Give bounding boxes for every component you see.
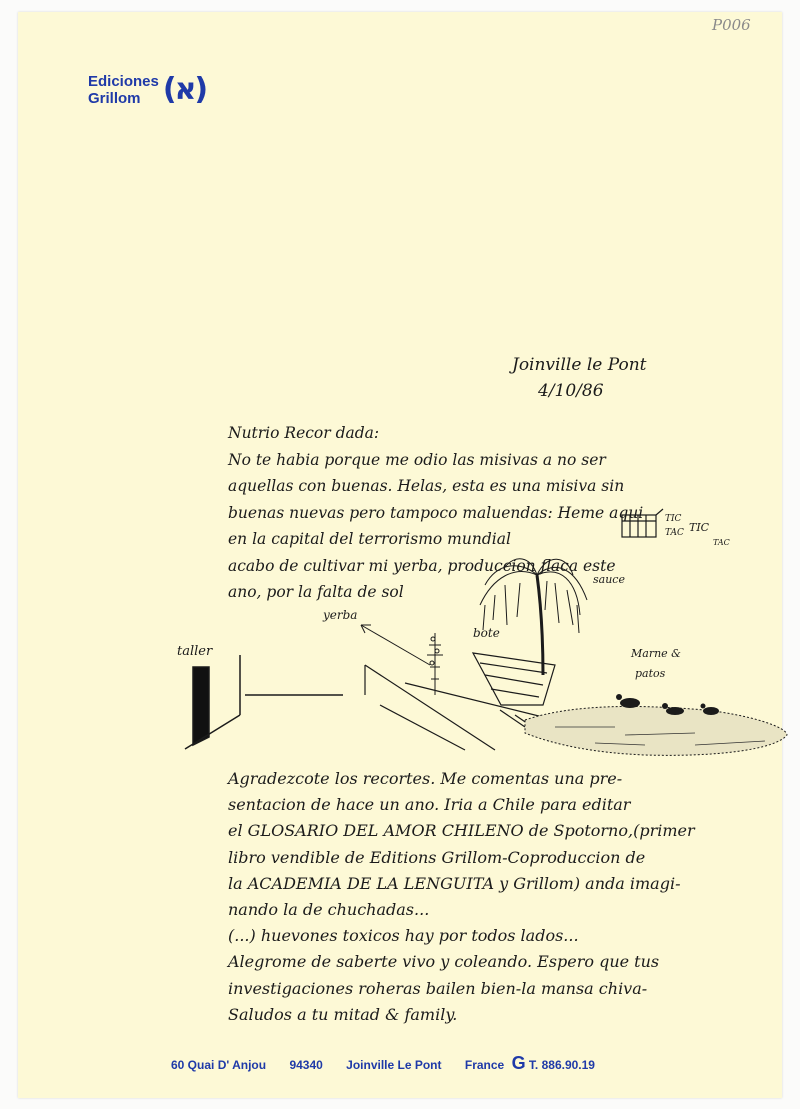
body-line: (...) huevones toxicos hay por todos lados... bbox=[228, 926, 579, 946]
body-line: el GLOSARIO DEL AMOR CHILENO de Spotorno,(primer bbox=[228, 821, 695, 841]
sauce-label: sauce bbox=[593, 573, 625, 586]
garden-path bbox=[365, 665, 555, 750]
body-line: buenas nuevas pero tampoco maluendas: Heme aqui bbox=[228, 503, 644, 522]
body-line: investigaciones roheras bailen bien-la mansa chiva- bbox=[228, 978, 648, 998]
body-line: ano, por la falta de sol bbox=[228, 583, 404, 601]
taller-label: taller bbox=[177, 644, 213, 659]
letterhead-logo bbox=[88, 72, 206, 107]
place-date-block bbox=[512, 352, 646, 404]
tic-label: TIC bbox=[689, 521, 710, 534]
footer-country: France bbox=[464, 1058, 505, 1072]
footer-city: Joinville Le Pont bbox=[346, 1058, 442, 1072]
closing-line: Saludos a tu mitad & family. bbox=[228, 1004, 458, 1024]
yerba-label: yerba bbox=[323, 608, 358, 622]
publisher-name bbox=[88, 73, 159, 107]
body-line: sentacion de hace un ano. Iria a Chile para editar bbox=[228, 795, 631, 815]
yerba-plant-icon bbox=[361, 625, 443, 695]
body-line: la ACADEMIA DE LA LENGUITA y Grillom) anda imagi- bbox=[228, 873, 681, 893]
river-marne bbox=[525, 706, 787, 755]
footer-postcode: 94340 bbox=[289, 1058, 323, 1072]
body-line: aquellas con buenas. Helas, esta es una misiva sin bbox=[228, 477, 625, 495]
body-line: No te habia porque me odio las misivas a no ser bbox=[228, 450, 606, 469]
letterhead-footer bbox=[171, 1053, 615, 1074]
workshop-door-icon bbox=[185, 655, 343, 749]
letter-body-part2 bbox=[228, 766, 695, 1028]
patos-label: patos bbox=[635, 667, 666, 680]
footer-address: 60 Quai D' Anjou bbox=[171, 1058, 267, 1072]
bomb-box-icon bbox=[622, 509, 663, 537]
page-reference: P006 bbox=[712, 16, 751, 34]
body-line: acabo de cultivar mi yerba, produccion flaca este bbox=[228, 556, 616, 575]
tac-label: TAC bbox=[713, 538, 730, 547]
marne-label: Marne & bbox=[631, 647, 681, 660]
body-line: en la capital del terrorismo mundial bbox=[228, 530, 511, 548]
body-line: Agradezcote los recortes. Me comentas una pre- bbox=[228, 769, 623, 788]
date-line: 4/10/86 bbox=[538, 381, 604, 401]
willow-tree-icon bbox=[480, 559, 587, 675]
tac-label: TAC bbox=[665, 528, 684, 538]
aleph-logo-icon: (א) bbox=[162, 72, 207, 107]
body-line: nando la de chuchadas... bbox=[228, 900, 430, 920]
footer-phone: T. 886.90.19 bbox=[528, 1058, 595, 1072]
bote-label: bote bbox=[473, 626, 500, 640]
publisher-name-line2: Grillom bbox=[88, 89, 141, 107]
publisher-name-line1: Ediciones bbox=[88, 72, 159, 90]
tic-label: TIC bbox=[665, 514, 682, 524]
place-line: Joinville le Pont bbox=[512, 355, 647, 375]
body-line: Alegrome de saberte vivo y coleando. Espero que tus bbox=[228, 952, 660, 972]
garden-sketch bbox=[175, 505, 795, 765]
salutation: Nutrio Recor dada: bbox=[228, 424, 380, 442]
body-line: libro vendible de Editions Grillom-Coproduccion de bbox=[228, 847, 646, 867]
gt-logo-icon: G bbox=[511, 1053, 526, 1073]
